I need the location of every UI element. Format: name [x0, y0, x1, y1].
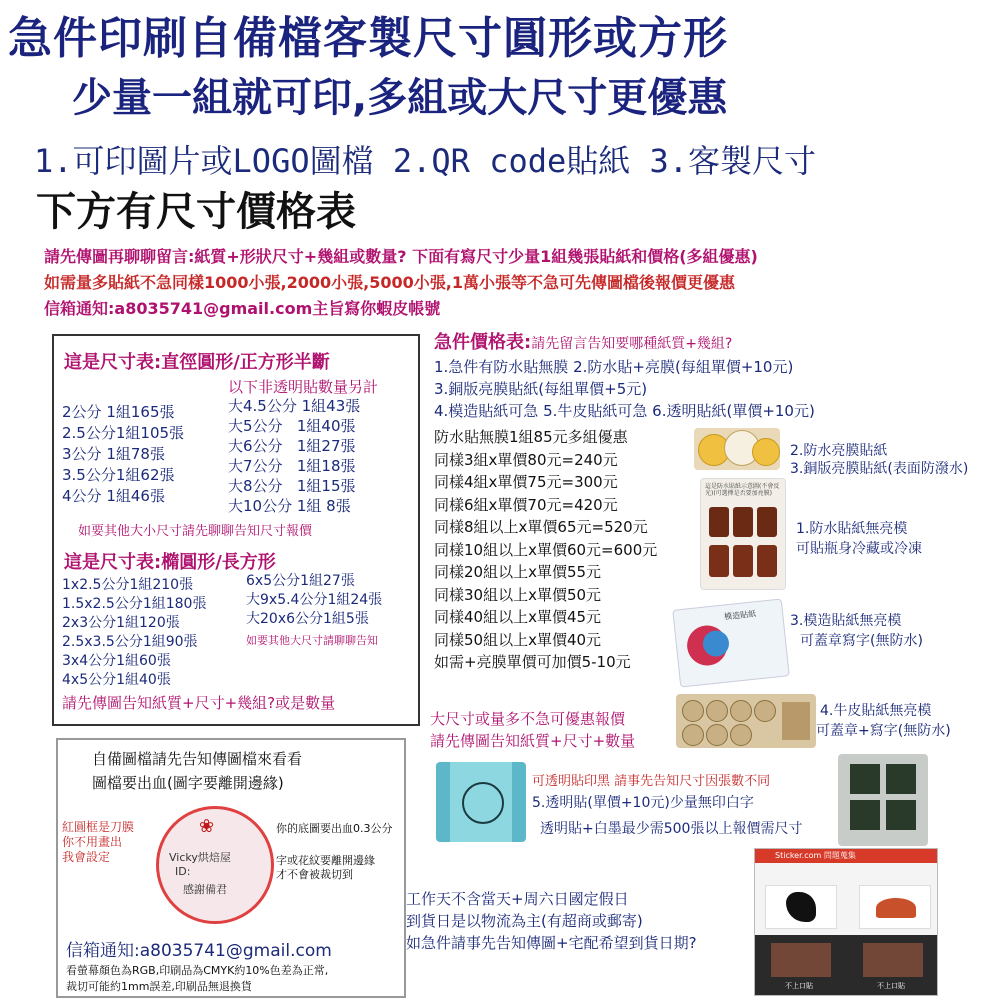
screenshot-caption-left: 不上口貼 — [785, 982, 813, 990]
kraft-sticker-photo — [676, 694, 816, 748]
list-item: 同樣6組x單價70元=420元 — [434, 495, 618, 514]
sample-transparent-note: 透明貼+白墨最少需500張以上報價需尺寸 — [540, 821, 803, 837]
round-table-title: 這是尺寸表:直徑圓形/正方形半斷 — [64, 352, 330, 373]
glossy-sticker-photo — [694, 428, 780, 470]
bulk-note-2: 請先傳圖告知紙質+尺寸+數量 — [430, 732, 636, 750]
sample-glossy-label: 2.防水亮膜貼紙 — [790, 443, 888, 459]
own-file-box — [56, 738, 406, 998]
list-item: 大20x6公分1組5張 — [246, 611, 369, 627]
list-item: 3公分 1組78張 — [62, 445, 165, 463]
list-item: 2公分 1組165張 — [62, 403, 175, 421]
list-item: 大6公分 1組27張 — [228, 437, 356, 455]
round-table-note: 以下非透明貼數量另計 — [228, 378, 379, 396]
list-item: 3x4公分1組60張 — [62, 653, 171, 669]
waterproof-jar-photo — [700, 478, 786, 590]
screenshot-header-bar — [755, 849, 937, 863]
list-item: 如需+亮膜單價可加價5-10元 — [434, 653, 631, 671]
sticker-name: Vicky烘焙屋 — [169, 851, 231, 864]
subtitle: 少量一組就可印,多組或大尺寸更優惠 — [72, 75, 728, 121]
qr-sticker-photo — [838, 754, 928, 846]
color-note-2: 裁切可能約1mm誤差,印刷品無退換貨 — [66, 980, 252, 993]
sample-transparent-label: 5.透明貼(單價+10元)少量無印白字 — [532, 795, 754, 811]
main-title: 急件印刷自備檔客製尺寸圓形或方形 — [8, 13, 728, 64]
sample-matte-label: 3.模造貼紙無亮模 — [790, 613, 902, 629]
edge-note: 字或花紋要離開邊緣 才不會被裁切到 — [276, 854, 375, 881]
list-item: 3.5公分1組62張 — [62, 466, 175, 484]
own-file-title-2: 圖檔要出血(圖字要離開邊緣) — [92, 774, 284, 792]
sample-waterproof-label: 1.防水貼紙無亮模 — [796, 521, 908, 537]
delivery-line-1: 工作天不含當天+周六日國定假日 — [406, 890, 629, 908]
sticker-id: ID: — [175, 865, 191, 878]
list-item: 大9x5.4公分1組24張 — [246, 592, 383, 608]
oval-right-note: 如要其他大尺寸請聊聊告知 — [246, 634, 378, 647]
list-item: 4.模造貼紙可急 5.牛皮貼紙可急 6.透明貼紙(單價+10元) — [434, 402, 815, 420]
notice-line-1: 請先傳圖再聊聊留言:紙質+形狀尺寸+幾組或數量? 下面有寫尺寸少量1組幾張貼紙和價格(多組優惠) — [44, 247, 758, 266]
list-item: 1.5x2.5公分1組180張 — [62, 596, 207, 612]
oval-table-title: 這是尺寸表:橢圓形/長方形 — [64, 552, 276, 573]
list-item: 大10公分 1組 8張 — [228, 497, 351, 515]
list-item: 6x5公分1組27張 — [246, 573, 355, 589]
bleed-note: 你的底圖要出血0.3公分 — [276, 822, 393, 835]
sample-matte-note: 可蓋章寫字(無防水) — [800, 633, 923, 649]
delivery-line-2: 到貨日是以物流為主(有超商或郵寄) — [406, 912, 643, 930]
list-item: 同樣20組以上x單價55元 — [434, 563, 602, 581]
notice-line-2: 如需量多貼紙不急同樣1000小張,2000小張,5000小張,1萬小張等不急可先傳圖檔後報價更優惠 — [44, 273, 735, 292]
sample-transparent-black: 可透明貼印黑 請事先告知尺寸因張數不同 — [532, 774, 771, 789]
list-item: 2.5公分1組105張 — [62, 424, 185, 442]
list-item: 同樣30組以上x單價50元 — [434, 585, 602, 604]
list-item: 2x3公分1組120張 — [62, 615, 180, 631]
list-item: 3.銅版亮膜貼紙(每組單價+5元) — [434, 380, 648, 398]
die-cut-note: 紅圓框是刀膜 你不用畫出 我會設定 — [62, 820, 135, 864]
list-item: 同樣8組以上x單價65元=520元 — [434, 518, 648, 536]
transparent-cup-photo — [436, 762, 526, 842]
urgent-price-list — [434, 426, 657, 674]
sample-kraft-label: 4.牛皮貼紙無亮模 — [820, 703, 932, 719]
size-table-box — [52, 334, 420, 726]
oval-table-footer: 請先傳圖告知紙質+尺寸+幾組?或是數量 — [62, 694, 336, 712]
sticker-thanks: 感謝備君 — [183, 883, 227, 896]
notice-email: 信箱通知:a8035741@gmail.com主旨寫你蝦皮帳號 — [44, 299, 441, 318]
sample-kraft-note: 可蓋章+寫字(無防水) — [816, 723, 951, 739]
list-item: 4x5公分1組40張 — [62, 672, 171, 688]
list-item: 同樣4組x單價75元=300元 — [434, 473, 618, 491]
price-heading: 下方有尺寸價格表 — [36, 189, 356, 235]
own-file-title-1: 自備圖檔請先告知傳圖檔來看看 — [92, 750, 303, 768]
matte-card-photo — [672, 598, 790, 687]
screenshot-header: Sticker.com 問題蒐集 — [775, 851, 856, 860]
list-item: 大4.5公分 1組43張 — [228, 397, 361, 415]
urgent-title: 急件價格表: — [434, 332, 532, 353]
delivery-line-3: 如急件請事先告知傳圖+宅配希望到貨日期? — [406, 934, 697, 952]
sample-waterproof-note: 可貼瓶身冷藏或冷凍 — [796, 541, 922, 557]
bulk-note-1: 大尺寸或量多不急可優惠報價 — [430, 710, 626, 728]
urgent-title-row — [434, 328, 732, 354]
photo-caption: 這是防水貼紙示意圖(不會反光)(可選擇是否要加亮膜) — [705, 483, 780, 497]
oval-left-list — [62, 576, 206, 690]
own-file-email: 信箱通知:a8035741@gmail.com — [66, 941, 332, 961]
list-item: 2.5x3.5公分1組90張 — [62, 634, 198, 650]
round-table-footer: 如要其他大小尺寸請先聊聊告知尺寸報價 — [78, 524, 313, 539]
list-item: 大5公分 1組40張 — [228, 417, 356, 435]
list-item: 同樣3組x單價80元=240元 — [434, 450, 618, 469]
example-screenshot — [754, 848, 938, 996]
list-item: 同樣50組以上x單價40元 — [434, 630, 602, 649]
sample-coated-label: 3.銅版亮膜貼紙(表面防潑水) — [790, 461, 969, 477]
urgent-title-note: 請先留言告知要哪種紙質+幾組? — [531, 336, 733, 352]
list-item: 1.急件有防水貼無膜 2.防水貼+亮膜(每組單價+10元) — [434, 358, 794, 376]
bow-icon: ❀ — [199, 816, 215, 837]
feature-list: 1.可印圖片或LOGO圖檔 2.QR code貼紙 3.客製尺寸 — [34, 142, 817, 180]
list-item: 1x2.5公分1組210張 — [62, 577, 194, 593]
color-note-1: 看螢幕顏色為RGB,印刷品為CMYK約10%色差為正常, — [66, 964, 329, 977]
list-item: 大7公分 1組18張 — [228, 457, 356, 475]
round-left-list — [62, 402, 184, 507]
list-item: 防水貼無膜1組85元多組優惠 — [434, 428, 628, 446]
list-item: 4公分 1組46張 — [62, 487, 165, 505]
list-item: 同樣40組以上x單價45元 — [434, 608, 602, 626]
card-label: 模造貼紙 — [723, 609, 757, 622]
sample-round-sticker — [156, 806, 274, 924]
screenshot-caption-right: 不上口貼 — [877, 982, 905, 990]
urgent-options — [434, 356, 815, 422]
oval-right-list — [246, 572, 382, 629]
round-right-list — [228, 396, 360, 516]
list-item: 大8公分 1組15張 — [228, 477, 356, 495]
list-item: 同樣10組以上x單價60元=600元 — [434, 540, 658, 559]
